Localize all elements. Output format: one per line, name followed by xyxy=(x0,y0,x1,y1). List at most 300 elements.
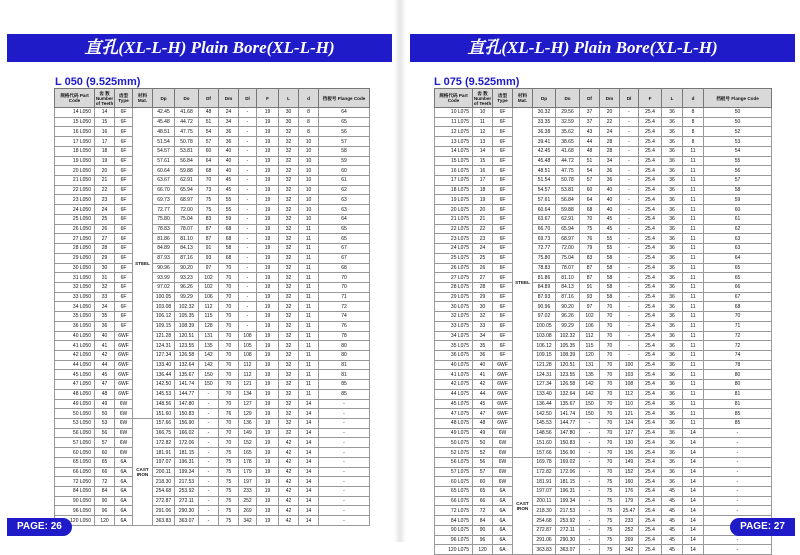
table-cell: 6F xyxy=(115,302,133,312)
table-cell: 70 xyxy=(219,399,239,409)
table-cell: 6F xyxy=(493,156,513,166)
table-cell: 19 xyxy=(257,108,279,118)
table-row xyxy=(435,253,772,263)
table-cell: - xyxy=(620,253,639,263)
table-cell: 66.70 xyxy=(153,185,175,195)
table-cell: 62.91 xyxy=(175,176,199,186)
table-cell: 75 xyxy=(600,535,620,545)
table-cell: 6WF xyxy=(493,360,513,370)
table-cell: - xyxy=(319,419,370,429)
table-cell: 141.74 xyxy=(175,380,199,390)
table-cell: 62 xyxy=(704,224,772,234)
table-cell: 96.26 xyxy=(556,312,580,322)
table-cell: 70 xyxy=(600,399,620,409)
table-row xyxy=(55,370,370,380)
table-cell: 64 xyxy=(199,156,219,166)
table-cell: - xyxy=(620,146,639,156)
table-cell: - xyxy=(239,321,257,331)
table-cell: 127 xyxy=(239,399,257,409)
part-code-cell: 49 L050 xyxy=(55,399,95,409)
table-cell: 36 xyxy=(662,292,683,302)
table-cell: 6A xyxy=(493,545,513,555)
table-cell: 25.4 xyxy=(639,457,662,467)
column-header: Df xyxy=(199,89,219,108)
table-cell: 84.13 xyxy=(556,282,580,292)
table-cell: 68 xyxy=(199,166,219,176)
table-cell: 28 xyxy=(600,146,620,156)
part-code-cell: 34 L050 xyxy=(55,302,95,312)
table-row xyxy=(435,457,772,467)
table-cell: 19 xyxy=(257,506,279,516)
table-cell: 150.83 xyxy=(556,438,580,448)
table-cell: 36 xyxy=(662,185,683,195)
table-row xyxy=(435,176,772,186)
table-cell: 6WF xyxy=(493,419,513,429)
table-cell: 342 xyxy=(239,516,257,526)
table-cell: 59 xyxy=(319,156,370,166)
table-cell: 181.15 xyxy=(556,477,580,487)
table-cell: 90.20 xyxy=(175,263,199,273)
table-cell: 36 xyxy=(662,399,683,409)
table-header-row xyxy=(435,89,772,108)
table-cell: - xyxy=(319,506,370,516)
table-cell: 10 xyxy=(299,195,319,205)
material-cell: CAST IRON xyxy=(133,419,153,526)
table-cell: 200.11 xyxy=(533,496,556,506)
table-cell: - xyxy=(704,457,772,467)
table-cell: 36 xyxy=(95,321,115,331)
table-cell: 75 xyxy=(219,467,239,477)
table-cell: 65 xyxy=(704,273,772,283)
table-cell: 6F xyxy=(493,234,513,244)
table-cell: 56 xyxy=(95,428,115,438)
table-cell: 35.62 xyxy=(556,127,580,137)
table-cell: 25.4 xyxy=(639,234,662,244)
table-cell: 53 xyxy=(704,137,772,147)
table-cell: 47.75 xyxy=(556,166,580,176)
table-cell: 67 xyxy=(319,253,370,263)
table-row xyxy=(435,370,772,380)
table-cell: 6F xyxy=(493,185,513,195)
table-cell: - xyxy=(239,108,257,118)
table-cell: 19 xyxy=(257,282,279,292)
table-cell: 36 xyxy=(600,176,620,186)
table-cell: 25.4 xyxy=(639,389,662,399)
table-cell: 25.4 xyxy=(639,166,662,176)
table-cell: 40 xyxy=(600,205,620,215)
table-row xyxy=(55,185,370,195)
table-cell: 68 xyxy=(704,302,772,312)
table-cell: 6A xyxy=(493,535,513,545)
table-cell: - xyxy=(319,467,370,477)
part-code-cell: 65 L075 xyxy=(435,487,473,497)
table-cell: 22 xyxy=(95,185,115,195)
table-cell: 6A xyxy=(115,467,133,477)
table-cell: 36 xyxy=(473,350,493,360)
table-cell: 6W xyxy=(115,428,133,438)
table-cell: 36 xyxy=(662,108,683,118)
table-cell: 36 xyxy=(662,195,683,205)
table-cell: 32 xyxy=(279,350,299,360)
table-cell: 68 xyxy=(580,205,600,215)
table-cell: 45 xyxy=(219,185,239,195)
table-cell: 97 xyxy=(580,302,600,312)
table-cell: 32 xyxy=(279,312,299,322)
part-code-cell: 13 L075 xyxy=(435,137,473,147)
table-row xyxy=(435,399,772,409)
table-cell: 35 xyxy=(473,341,493,351)
table-cell: 73 xyxy=(199,185,219,195)
part-code-cell: 14 L050 xyxy=(55,108,95,118)
table-cell: 6A xyxy=(493,516,513,526)
table-cell: 40 xyxy=(600,185,620,195)
table-cell: 6F xyxy=(493,137,513,147)
table-cell: 19 xyxy=(257,516,279,526)
table-cell: 81.10 xyxy=(556,273,580,283)
table-cell: 90.20 xyxy=(556,302,580,312)
table-cell: 32 xyxy=(279,419,299,429)
part-code-cell: 19 L050 xyxy=(55,156,95,166)
table-cell: - xyxy=(704,477,772,487)
part-code-cell: 22 L075 xyxy=(435,224,473,234)
table-cell: 14 xyxy=(473,146,493,156)
table-cell: 106 xyxy=(580,321,600,331)
table-cell: 33 xyxy=(95,292,115,302)
table-cell: - xyxy=(704,535,772,545)
table-cell: 36 xyxy=(662,409,683,419)
table-cell: 52 xyxy=(473,448,493,458)
table-cell: - xyxy=(620,137,639,147)
table-row xyxy=(435,282,772,292)
table-cell: - xyxy=(199,428,219,438)
table-cell: 44.72 xyxy=(175,117,199,127)
table-cell: 67 xyxy=(704,292,772,302)
table-cell: - xyxy=(319,399,370,409)
table-cell: 31 xyxy=(95,273,115,283)
table-cell: - xyxy=(199,419,219,429)
table-cell: 120 xyxy=(95,516,115,526)
table-cell: 70 xyxy=(600,409,620,419)
table-cell: 11 xyxy=(299,273,319,283)
page-title: 直孔(XL-L-H) Plain Bore(XL-L-H) xyxy=(467,38,718,57)
table-cell: 6F xyxy=(493,253,513,263)
table-cell: 112 xyxy=(580,331,600,341)
table-cell: - xyxy=(704,448,772,458)
table-cell: 68 xyxy=(219,234,239,244)
table-cell: 25.4 xyxy=(639,331,662,341)
table-cell: - xyxy=(199,506,219,516)
table-cell: 6F xyxy=(115,273,133,283)
table-cell: 23 xyxy=(95,195,115,205)
table-cell: 272.87 xyxy=(533,525,556,535)
table-cell: - xyxy=(580,438,600,448)
table-row xyxy=(435,419,772,429)
table-cell: 45 xyxy=(600,214,620,224)
table-cell: 71 xyxy=(704,321,772,331)
table-cell: 127.34 xyxy=(153,350,175,360)
table-cell: 25.4 xyxy=(639,156,662,166)
table-cell: 36 xyxy=(662,263,683,273)
column-header: 材料 Mat. xyxy=(513,89,533,108)
part-code-cell: 72 L075 xyxy=(435,506,473,516)
table-cell: 45 xyxy=(662,516,683,526)
book-spine xyxy=(394,0,406,542)
table-cell: - xyxy=(239,205,257,215)
table-cell: 100.05 xyxy=(153,292,175,302)
table-cell: 169.02 xyxy=(556,457,580,467)
table-cell: 105.35 xyxy=(556,341,580,351)
table-cell: - xyxy=(239,117,257,127)
table-cell: 25.4 xyxy=(639,292,662,302)
table-row xyxy=(55,399,370,409)
table-cell: 200.11 xyxy=(153,467,175,477)
table-cell: 69.73 xyxy=(533,234,556,244)
table-cell: 45 xyxy=(662,506,683,516)
table-cell: - xyxy=(319,477,370,487)
table-cell: 6F xyxy=(493,176,513,186)
table-cell: 105 xyxy=(239,341,257,351)
table-cell: 70 xyxy=(580,214,600,224)
table-cell: 144.77 xyxy=(556,419,580,429)
table-cell: 91 xyxy=(199,244,219,254)
part-code-cell: 57 L075 xyxy=(435,467,473,477)
part-code-cell: 27 L075 xyxy=(435,273,473,283)
table-cell: 70 xyxy=(219,380,239,390)
table-cell: 6F xyxy=(115,312,133,322)
table-cell: 60 xyxy=(580,185,600,195)
table-cell: 19 xyxy=(257,127,279,137)
table-cell: 70 xyxy=(600,448,620,458)
table-cell: 136.44 xyxy=(153,370,175,380)
page-number-badge: PAGE: 26 xyxy=(7,518,72,536)
table-cell: 70 xyxy=(219,370,239,380)
table-cell: 81 xyxy=(319,360,370,370)
table-cell: - xyxy=(199,496,219,506)
table-cell: 6F xyxy=(115,146,133,156)
table-cell: 45 xyxy=(95,370,115,380)
table-row xyxy=(435,292,772,302)
table-cell: 74 xyxy=(319,312,370,322)
table-cell: 11 xyxy=(299,321,319,331)
table-cell: 8 xyxy=(299,117,319,127)
table-cell: 169.78 xyxy=(533,457,556,467)
table-cell: 6F xyxy=(493,331,513,341)
table-row xyxy=(435,389,772,399)
table-cell: 32 xyxy=(279,389,299,399)
table-cell: 36 xyxy=(662,477,683,487)
table-cell: 79 xyxy=(580,244,600,254)
table-cell: 25.4 xyxy=(639,438,662,448)
table-cell: 40 xyxy=(95,331,115,341)
table-cell: 60.64 xyxy=(533,205,556,215)
table-cell: 36 xyxy=(662,176,683,186)
table-cell: 6WF xyxy=(115,380,133,390)
column-header: Dl xyxy=(620,89,639,108)
table-row xyxy=(435,321,772,331)
table-cell: 218.30 xyxy=(153,477,175,487)
table-cell: 78.83 xyxy=(153,224,175,234)
table-cell: 151.60 xyxy=(153,409,175,419)
table-cell: 14 xyxy=(299,516,319,526)
table-cell: 32 xyxy=(279,321,299,331)
table-cell: 25.4 xyxy=(639,496,662,506)
table-cell: 32 xyxy=(279,282,299,292)
part-code-cell: 66 L075 xyxy=(435,496,473,506)
table-cell: 40 xyxy=(219,156,239,166)
table-cell: 19 xyxy=(257,234,279,244)
table-cell: 70 xyxy=(219,438,239,448)
table-cell: 32 xyxy=(279,302,299,312)
table-cell: 23 xyxy=(473,234,493,244)
table-cell: 58 xyxy=(600,282,620,292)
table-cell: 11 xyxy=(683,409,704,419)
table-cell: 36 xyxy=(662,117,683,127)
table-cell: 93 xyxy=(580,292,600,302)
table-cell: 363.83 xyxy=(533,545,556,555)
table-cell: 142.50 xyxy=(533,409,556,419)
table-cell: - xyxy=(319,428,370,438)
part-code-cell: 47 L050 xyxy=(55,380,95,390)
table-cell: 11 xyxy=(683,370,704,380)
table-cell: 112 xyxy=(199,302,219,312)
table-cell: 70 xyxy=(600,428,620,438)
table-cell: 253.92 xyxy=(175,487,199,497)
table-cell: 6F xyxy=(115,195,133,205)
table-cell: 14 xyxy=(683,467,704,477)
table-cell: 8 xyxy=(683,137,704,147)
table-cell: 40 xyxy=(219,166,239,176)
table-cell: 11 xyxy=(299,244,319,254)
table-row xyxy=(435,137,772,147)
table-cell: 112 xyxy=(620,389,639,399)
table-cell: 36 xyxy=(219,127,239,137)
table-cell: 6F xyxy=(115,108,133,118)
table-row xyxy=(435,380,772,390)
table-cell: 6A xyxy=(115,487,133,497)
table-cell: 75 xyxy=(219,516,239,526)
table-row xyxy=(55,166,370,176)
column-header: 挡板号 Flange Code xyxy=(704,89,772,108)
table-cell: 127.34 xyxy=(533,380,556,390)
table-cell: 11 xyxy=(683,273,704,283)
table-cell: - xyxy=(620,312,639,322)
table-cell: 11 xyxy=(299,292,319,302)
table-cell: - xyxy=(239,146,257,156)
table-row xyxy=(55,234,370,244)
table-cell: 53.81 xyxy=(175,146,199,156)
table-cell: 32 xyxy=(279,127,299,137)
part-code-cell: 15 L050 xyxy=(55,117,95,127)
table-cell: 199.34 xyxy=(556,496,580,506)
table-row xyxy=(435,273,772,283)
table-cell: 147.80 xyxy=(175,399,199,409)
table-cell: 42.45 xyxy=(153,108,175,118)
table-cell: 25.4 xyxy=(639,205,662,215)
table-cell: 165 xyxy=(239,448,257,458)
table-cell: - xyxy=(199,457,219,467)
table-cell: 6A xyxy=(115,516,133,526)
table-cell: 70 xyxy=(600,341,620,351)
table-row xyxy=(55,380,370,390)
part-code-cell: 50 L075 xyxy=(435,438,473,448)
table-cell: 68 xyxy=(219,253,239,263)
table-row xyxy=(435,409,772,419)
table-cell: 19 xyxy=(257,137,279,147)
table-row xyxy=(435,331,772,341)
table-cell: 269 xyxy=(620,535,639,545)
table-cell: 42 xyxy=(279,496,299,506)
table-cell: 14 xyxy=(299,428,319,438)
table-row xyxy=(435,205,772,215)
table-cell: 103.08 xyxy=(153,302,175,312)
table-cell: 85 xyxy=(704,409,772,419)
table-cell: - xyxy=(620,214,639,224)
column-header: F xyxy=(639,89,662,108)
table-cell: 14 xyxy=(683,506,704,516)
table-row xyxy=(55,137,370,147)
table-cell: 24 xyxy=(473,244,493,254)
table-cell: 70 xyxy=(600,457,620,467)
table-cell: 55 xyxy=(219,205,239,215)
table-cell: 11 xyxy=(299,224,319,234)
table-row xyxy=(435,244,772,254)
table-cell: - xyxy=(704,467,772,477)
material-cell: STEEL xyxy=(133,108,153,419)
table-cell: 63.67 xyxy=(153,176,175,186)
table-cell: 8 xyxy=(299,127,319,137)
part-code-cell: 36 L050 xyxy=(55,321,95,331)
table-row xyxy=(55,487,370,497)
table-cell: 197.07 xyxy=(533,487,556,497)
table-cell: 34 xyxy=(95,302,115,312)
table-cell: 47 xyxy=(95,380,115,390)
table-cell: 11 xyxy=(683,380,704,390)
table-cell: 10 xyxy=(299,146,319,156)
part-code-cell: 25 L050 xyxy=(55,214,95,224)
table-cell: 20 xyxy=(473,205,493,215)
table-cell: 11 xyxy=(683,282,704,292)
table-cell: 6F xyxy=(115,156,133,166)
table-cell: 121.28 xyxy=(153,331,175,341)
table-cell: 25.4 xyxy=(639,516,662,526)
table-cell: 11 xyxy=(683,419,704,429)
table-cell: 53.81 xyxy=(556,185,580,195)
part-code-cell: 48 L050 xyxy=(55,389,95,399)
part-code-cell: 84 L050 xyxy=(55,487,95,497)
part-code-cell: 57 L050 xyxy=(55,438,95,448)
table-cell: - xyxy=(580,448,600,458)
table-cell: 21 xyxy=(473,214,493,224)
table-cell: 14 xyxy=(299,506,319,516)
table-cell: 148.56 xyxy=(533,428,556,438)
table-cell: 84.89 xyxy=(533,282,556,292)
table-cell: 50.78 xyxy=(556,176,580,186)
table-cell: 6F xyxy=(493,263,513,273)
page-number-badge: PAGE: 27 xyxy=(730,518,795,536)
table-cell: 54 xyxy=(704,146,772,156)
table-cell: 12 xyxy=(473,127,493,137)
table-row xyxy=(55,428,370,438)
table-cell: 179 xyxy=(239,467,257,477)
table-cell: 6W xyxy=(493,477,513,487)
table-cell: 70 xyxy=(219,282,239,292)
table-cell: 24 xyxy=(219,108,239,118)
table-cell: 11 xyxy=(683,312,704,322)
table-cell: 11 xyxy=(683,195,704,205)
table-cell: 97 xyxy=(199,263,219,273)
table-cell: 59.88 xyxy=(556,205,580,215)
table-cell: 57 xyxy=(580,176,600,186)
